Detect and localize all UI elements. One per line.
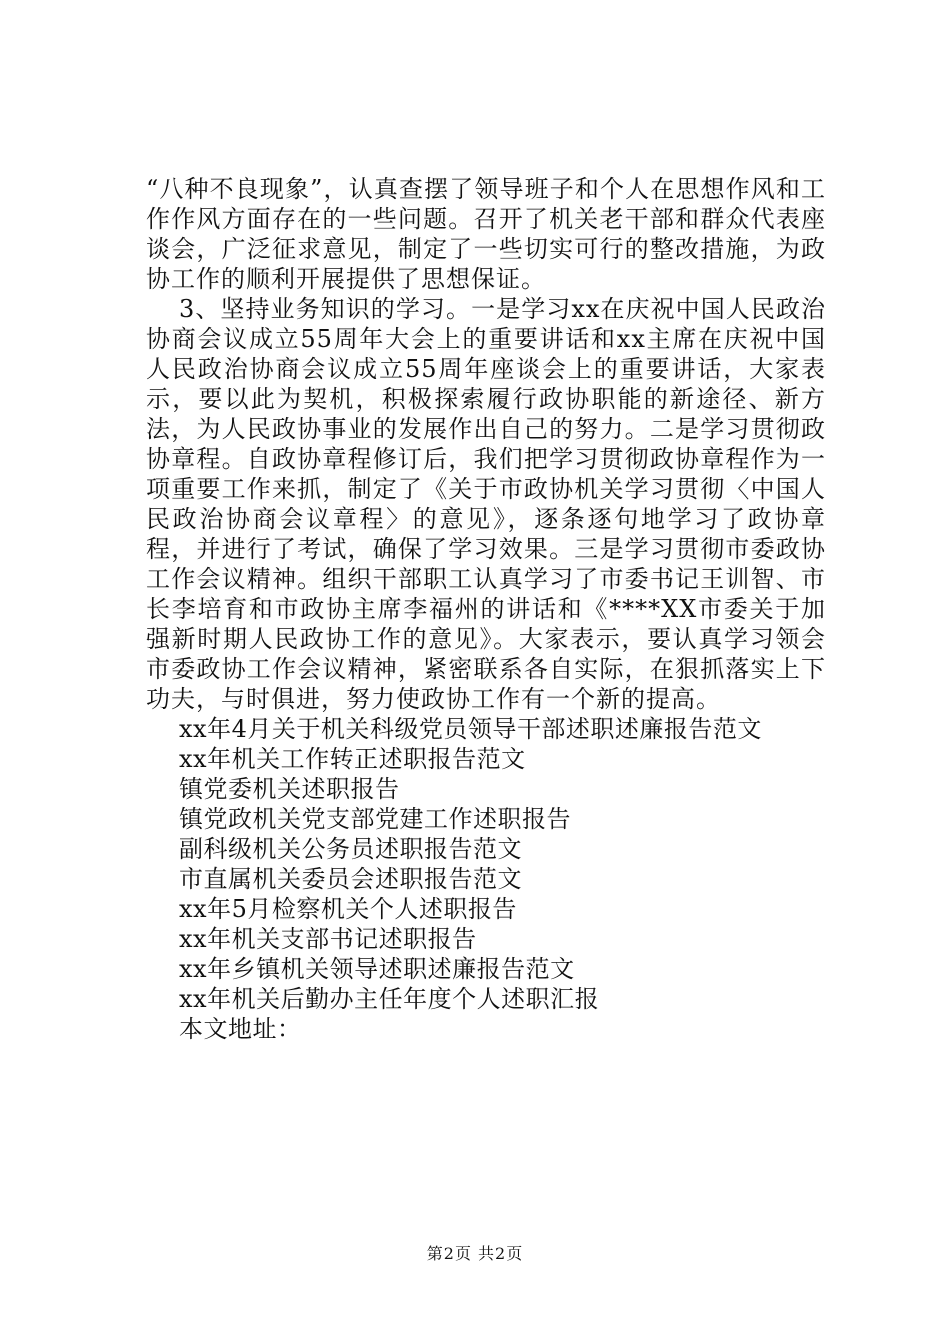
document-body (146, 174, 826, 1044)
related-link[interactable]: xx年4月关于机关科级党员领导干部述职述廉报告范文 (179, 715, 762, 743)
related-link[interactable]: xx年乡镇机关领导述职述廉报告范文 (179, 955, 575, 983)
page-indicator: 第2页 共2页 (426, 1244, 524, 1263)
related-link[interactable]: 镇党委机关述职报告 (179, 775, 400, 803)
related-link[interactable]: 镇党政机关党支部党建工作述职报告 (179, 805, 571, 833)
related-link[interactable]: xx年机关支部书记述职报告 (179, 925, 477, 953)
related-link[interactable]: xx年5月检察机关个人述职报告 (179, 895, 517, 923)
paragraph-continuation: “八种不良现象”，认真查摆了领导班子和个人在思想作风和工作作风方面存在的一些问题。召开了机关老干部和群众代表座谈会，广泛征求意见，制定了一些切实可行的整改措施，为政协工作的顺利开展提供了思想保证。 (146, 175, 826, 293)
paragraph-study-business: 3、坚持业务知识的学习。一是学习xx在庆祝中国人民政治协商会议成立55周年大会上的重要讲话和xx主席在庆祝中国人民政治协商会议成立55周年座谈会上的重要讲话，大家表示，要以此为契机，积极探索履行政协职能的新途径、新方法，为人民政协事业的发展作出自己的努力。二是学习贯彻政协章程。自政协章程修订后，我们把学习贯彻政协章程作为一项重要工作来抓，制定了《关于市政协机关学习贯彻〈中国人民政治协商会议章程〉的意见》，逐条逐句地学习了政协章程，并进行了考试，确保了学习效果。三是学习贯彻市委政协工作会议精神。组织干部职工认真学习了市委书记王训智、市长李培育和市政协主席李福州的讲话和《****XX市委关于加强新时期人民政协工作的意见》。大家表示，要认真学习领会市委政协工作会议精神，紧密联系各自实际，在狠抓落实上下功夫，与时俱进，努力使政协工作有一个新的提高。 (146, 295, 826, 713)
related-link[interactable]: xx年机关工作转正述职报告范文 (179, 745, 526, 773)
related-link[interactable]: 副科级机关公务员述职报告范文 (179, 835, 522, 863)
related-link[interactable]: xx年机关后勤办主任年度个人述职汇报 (179, 985, 600, 1013)
related-link[interactable]: 市直属机关委员会述职报告范文 (179, 865, 522, 893)
related-links-list (146, 714, 826, 1014)
article-address-label: 本文地址： (179, 1015, 302, 1043)
page-footer (0, 1244, 950, 1264)
